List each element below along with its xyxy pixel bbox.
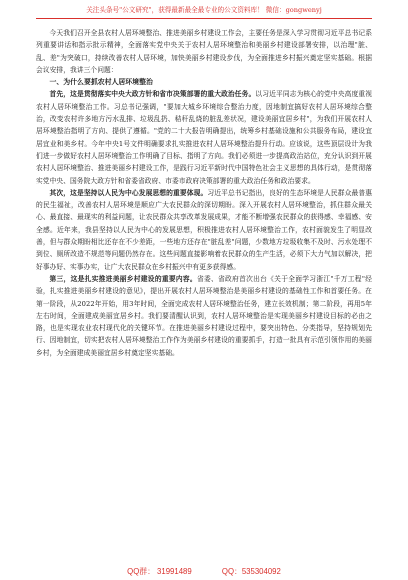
intro-paragraph: 今天我们召开全县农村人居环境整治、推进美丽乡村建设工作会，主要任务是深入学习贯彻习近平总书记系列重要讲话和指示批示精神，全面落实党中央关于农村人居环境整治和美丽乡村建设部署安排，以治理"脏、乱、差"为突破口，持续改善农村人居环境，加快美丽乡村建设步伐，为全面推进乡村振兴奠定坚实基础。根据会议安排，我讲三个问题： xyxy=(36,29,372,74)
point-two-paragraph xyxy=(36,187,372,273)
footer-qq-group: QQ群： 31991489 xyxy=(127,567,192,576)
point-three-lead: 第三，这是扎实推进美丽乡村建设的重要内容。 xyxy=(49,274,197,283)
header-divider xyxy=(36,18,372,19)
header-notice: 关注头条号"公文研究"，获得最新最全最专业的公文资料库！ 微信：gongwenyj xyxy=(86,6,322,14)
point-two-lead: 其次，这是坚持以人民为中心发展思想的重要体现。 xyxy=(49,188,208,197)
section-heading: 一、为什么要抓农村人居环境整治 xyxy=(49,78,153,87)
point-one-paragraph xyxy=(36,88,372,186)
footer-contact xyxy=(0,566,408,577)
point-one-text: 以习近平同志为核心的党中央高度重视农村人居环境整治工作。习总书记强调，"要加大城乡环境综合整治力度，因地制宜搞好农村人居环境综合整治，改变农村许多地方污水乱排、垃圾乱扔、秸秆乱烧的脏乱差状况，建设美丽宜居乡村"，为我们开展农村人居环境整治指明了方向、提供了遵循。"党的二十大报告明确提出，统筹乡村基础设施和公共服务布局，建设宜居宜业和美乡村。今年中央1号文件明确要求扎实推进农村人居环境整治提升行动。应该说，这些顶层设计为我们进一步做好农村人居环境整治工作明确了目标、指明了方向。我们必须进一步提高政治站位，充分认识到开展农村人居环境整治、推进美丽乡村建设工作，是践行习近平新时代中国特色社会主义思想的具体行动，是贯彻落实党中央、国务院大政方针和省委省政府、市委市政府决策部署的重大政治任务和政治要求。 xyxy=(36,90,372,185)
footer-qq: QQ：535304092 xyxy=(221,567,281,576)
point-three-text: 省委、省政府首次出台《关于全面学习浙江"千万工程"经验，扎实推进美丽乡村建设的意见》，提出开展农村人居环境整治是美丽乡村建设的基础性工作和首要任务。在第一阶段，从2022年开始，用3年时间，全面完成农村人居环境整治任务，建立长效机制；第二阶段，再用5年左右时间，全面建成美丽宜居乡村。我们要清醒认识到，农村人居环境整治是实现美丽乡村建设目标的必由之路，也是实现农业农村现代化的关键环节。在推进美丽乡村建设过程中，要突出特色、分类指导，坚持规划先行、因地制宜，切实把农村人居环境整治工作作为美丽乡村建设的重要抓手，打造一批具有示范引领作用的美丽乡村，为全面建成美丽宜居乡村奠定坚实基础。 xyxy=(36,274,372,357)
point-two-text: 习近平总书记指出，良好的生态环境是人民群众最普惠的民生福祉，改善农村人居环境是顺应广大农民群众的深切期盼。深入开展农村人居环境整治，抓住群众最关心、最直接、最现实的利益问题，让农民群众共享改革发展成果，才能不断增强农民群众的获得感、幸福感、安全感。近年来，我县坚持以人民为中心的发展思想，积极推进农村人居环境整治工作，农村面貌发生了明显改善，但与群众期盼相比还存在不少差距，一些地方还存在"脏乱差"问题，少数地方垃圾收集不及时、污水处理不到位、厕所改造不规范等问题仍然存在。这些问题直接影响着农民群众的生产生活，必须下大力气加以解决，把好事办好、实事办实，让广大农民群众在乡村振兴中有更多获得感。 xyxy=(36,188,373,271)
point-one-lead: 首先，这是贯彻落实中央大政方针和省市决策部署的重大政治任务。 xyxy=(49,90,256,99)
document-body xyxy=(36,27,372,359)
point-three-paragraph xyxy=(36,273,372,359)
